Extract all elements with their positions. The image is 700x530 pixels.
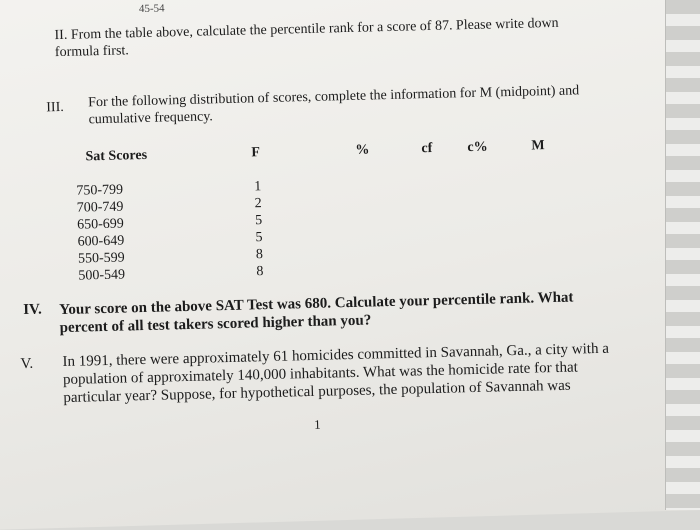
question-4-number: IV. <box>23 301 42 318</box>
question-5-text: In 1991, there were approximately 61 homicides committed in Savannah, Ga., a city with a population of approximately 140,000 inhabitants. What was the homicide rate for that particular year? Suppose, for hypothetical purposes, the population of Savannah was <box>62 340 610 407</box>
score-range: 750-799 <box>76 182 124 199</box>
page-ref: 45-54 <box>138 2 165 16</box>
question-3-number: III. <box>46 99 64 116</box>
question-5-number: V. <box>20 355 34 373</box>
header-c-percent: c% <box>467 139 488 156</box>
frequency: 5 <box>255 230 263 246</box>
score-table <box>76 178 278 285</box>
question-3-text: For the following distribution of scores, complete the information for M (midpoint) and cumulative frequency. <box>88 83 580 128</box>
table-row <box>78 263 278 285</box>
score-range: 700-749 <box>76 199 124 216</box>
question-2-text: II. From the table above, calculate the percentile rank for a score of 87. Please write down formula first. <box>54 15 559 61</box>
frequency: 1 <box>254 179 262 195</box>
score-range: 600-649 <box>77 233 125 250</box>
frequency: 8 <box>256 264 264 280</box>
score-range: 550-599 <box>77 250 125 267</box>
header-cf: cf <box>421 140 433 157</box>
page-number: 1 <box>313 416 321 432</box>
frequency: 5 <box>254 213 263 229</box>
frequency: 2 <box>254 196 262 212</box>
header-m: M <box>531 138 545 154</box>
frequency: 8 <box>255 247 264 263</box>
score-range: 650-699 <box>77 216 125 233</box>
header-f: F <box>251 145 261 161</box>
score-range: 500-549 <box>78 267 126 284</box>
question-4-text: Your score on the above SAT Test was 680. Calculate your percentile rank. What percent of all test takers scored higher than you? <box>59 289 574 337</box>
header-percent: % <box>355 142 370 158</box>
header-sat-scores: Sat Scores <box>85 147 148 165</box>
